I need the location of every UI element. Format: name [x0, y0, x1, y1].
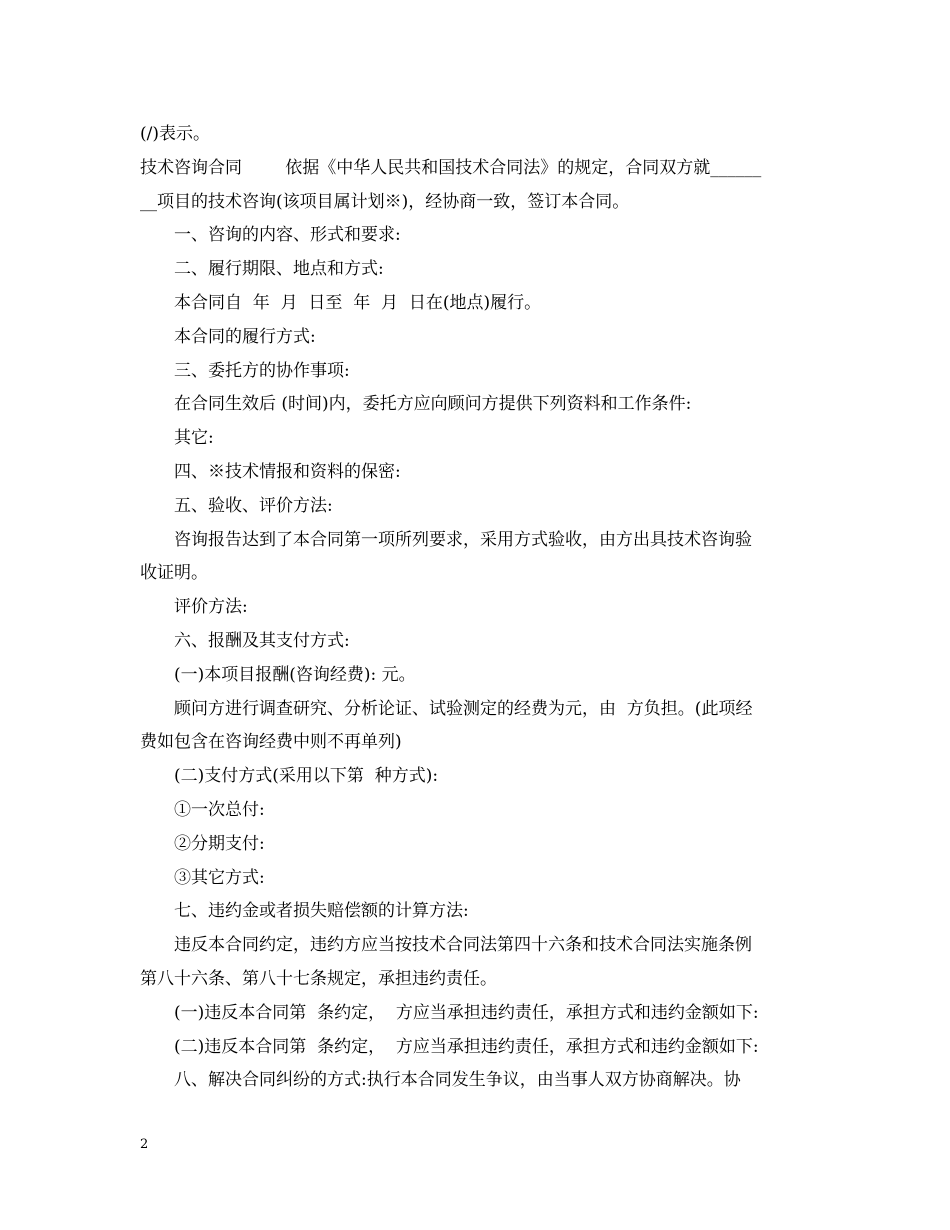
- text-line: 四、※技术情报和资料的保密:: [174, 461, 401, 482]
- text-line: (一)违反本合同第 条约定， 方应当承担违约责任，承担方式和违约金额如下:: [174, 1002, 759, 1023]
- page-number: 2: [140, 1137, 149, 1152]
- text-line: 一、咨询的内容、形式和要求:: [174, 225, 401, 246]
- text-line: 咨询报告达到了本合同第一项所列要求，采用方式验收，由方出具技术咨询验: [174, 529, 752, 550]
- text-line: 六、报酬及其支付方式:: [174, 630, 350, 651]
- text-line: ①一次总付:: [174, 799, 265, 820]
- text-line: 费如包含在咨询经费中则不再单列): [140, 732, 402, 753]
- text-line: ③其它方式:: [174, 867, 265, 888]
- text-line: 本合同的履行方式:: [174, 326, 316, 347]
- text-line: 评价方法:: [174, 597, 248, 618]
- text-line: 收证明。: [140, 563, 208, 584]
- text-line: (二)支付方式(采用以下第 种方式):: [174, 766, 439, 787]
- document-body: [140, 118, 812, 1098]
- text-line: 三、委托方的协作事项:: [174, 360, 350, 381]
- text-line: 五、验收、评价方法:: [174, 495, 333, 516]
- text-line: 技术咨询合同 依据《中华人民共和国技术合同法》的规定，合同双方就______: [140, 157, 762, 178]
- text-line: 二、履行期限、地点和方式:: [174, 259, 384, 280]
- text-line: 第八十六条、第八十七条规定，承担违约责任。: [140, 968, 497, 989]
- text-line: 在合同生效后 (时间)内，委托方应向顾问方提供下列资料和工作条件:: [174, 394, 692, 415]
- text-line: (一)本项目报酬(咨询经费): 元。: [174, 664, 416, 685]
- text-line: (二)违反本合同第 条约定， 方应当承担违约责任，承担方式和违约金额如下:: [174, 1036, 759, 1057]
- text-line: 顾问方进行调查研究、分析论证、试验测定的经费为元，由 方负担。(此项经: [174, 698, 753, 719]
- text-line: __项目的技术咨询(该项目属计划※)，经协商一致，签订本合同。: [140, 191, 630, 212]
- text-line: 七、违约金或者损失赔偿额的计算方法:: [174, 901, 469, 922]
- text-line: 本合同自 年 月 日至 年 月 日在(地点)履行。: [174, 292, 542, 313]
- text-line: 违反本合同约定，违约方应当按技术合同法第四十六条和技术合同法实施条例: [174, 935, 752, 956]
- text-line: 八、解决合同纠纷的方式:执行本合同发生争议，由当事人双方协商解决。协: [174, 1070, 741, 1091]
- text-line: ②分期支付:: [174, 833, 265, 854]
- text-line: (/)表示。: [140, 124, 210, 144]
- text-line: 其它:: [174, 428, 214, 449]
